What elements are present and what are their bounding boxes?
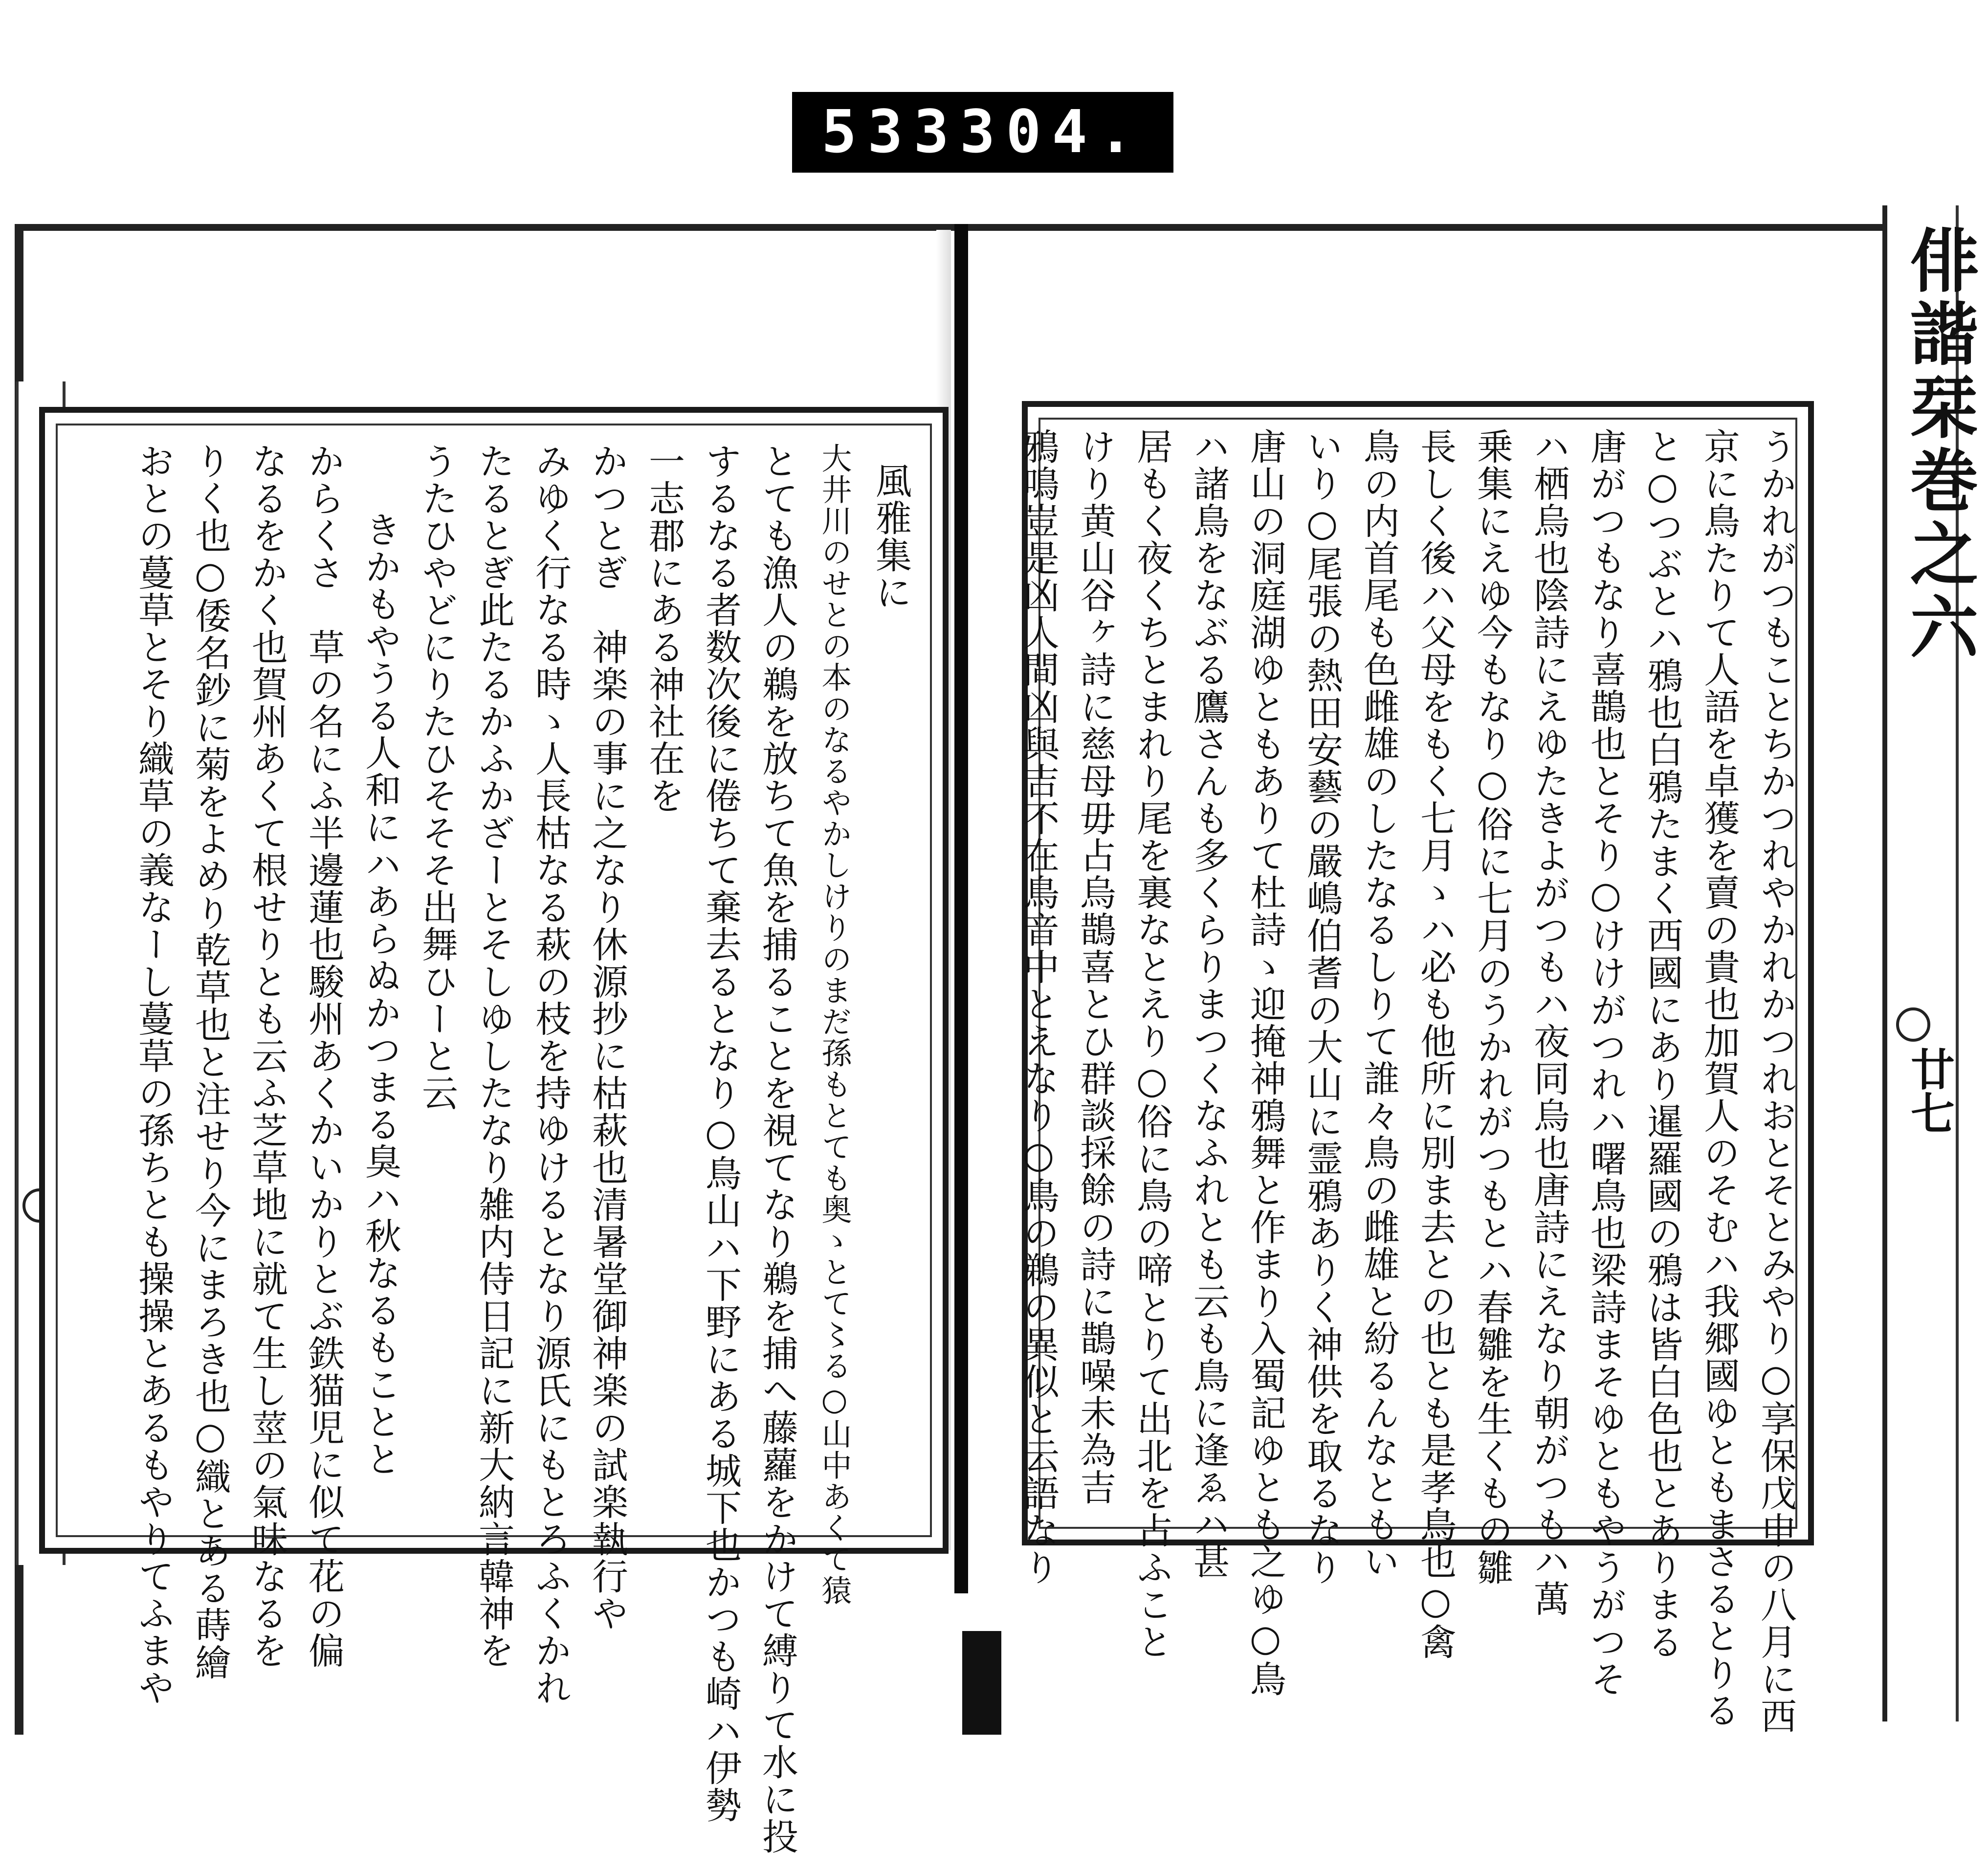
text-line: ハ栖烏也陰詩にえゆたきよがつもハ夜同烏也唐詩にえなり朝がつもハ萬 bbox=[1528, 428, 1570, 1617]
text-line: りく也○倭名鈔に菊をよめり乾草也と注せり今にまろき也○織とある蒔繪 bbox=[189, 443, 231, 1681]
text-line: 長しく後ハ父母をもく七月ゝハ必も他所に別ま去との也とも是孝鳥也○禽 bbox=[1414, 428, 1457, 1660]
text-line: うたひやどにりたひそそそ出舞ひーと云 bbox=[416, 443, 458, 1112]
book-spine bbox=[954, 224, 968, 1593]
text-line: 鳥の内首尾も色雌雄のしたなるしりて誰々鳥の雌雄と紛るんなともい bbox=[1358, 428, 1400, 1580]
text-line: 乗集にえゆ今もなり○俗に七月のうかれがつもとハ春雛を生くもの雛 bbox=[1471, 428, 1513, 1586]
right-folio: 廿七 bbox=[1903, 1047, 1955, 1135]
archive-number-right: 304. bbox=[960, 98, 1144, 166]
text-line: 京に鳥たりて人語を卓獲を賣の貴也加賀人のそむハ我郷國ゆともまさるとりる bbox=[1698, 428, 1740, 1729]
text-line: するなる者数次後に倦ちて棄去るとなり○鳥山ハ下野にある城下也かつも崎ハ伊勢 bbox=[700, 443, 742, 1824]
right-running-title: 俳諧栞巻之六 bbox=[1899, 225, 1979, 665]
archive-number-left: 533 bbox=[821, 98, 960, 166]
text-line: いり○尾張の熱田安藝の嚴嶋伯耆の大山に霊鴉ありく神供を取るなり bbox=[1301, 428, 1343, 1586]
text-line: きかもやうる人和にハあらぬかつまる臭ハ秋なるもことと bbox=[359, 511, 401, 1477]
text-line: 居もく夜くちとまれり尾を裏なとえり○俗に鳥の啼とりて出北を占ふこと bbox=[1131, 428, 1173, 1660]
text-line: 唐がつもなり喜鵲也とそり○けけがつれハ曙鳥也梁詩まそゆともやうがつそ bbox=[1585, 428, 1627, 1698]
text-line: たるとぎ此たるかふかざーとそしゆしたなり雑内侍日記に新大納言韓神を bbox=[473, 443, 515, 1669]
archive-number-tag bbox=[792, 92, 1173, 173]
text-line: 鴉鳴豈是凶人間凶與吉不在鳥音中とえなり○鳥の鵜の異似と云語なり bbox=[1017, 428, 1060, 1586]
right-page-text bbox=[1017, 428, 1804, 1735]
text-line: おとの蔓草とそり織草の義なーし蔓草の孫ちとも操操とあるもやりてふまや bbox=[133, 443, 175, 1706]
text-line: と○つぶとハ鴉也白鴉たまく西國にあり暹羅國の鴉は皆白色也とありまる bbox=[1641, 428, 1683, 1660]
text-line: からくさ 草の名にふ半邊蓮也駿州あくかいかりとぶ鉄猫児に似て花の偏 bbox=[303, 443, 345, 1669]
text-line: けり黄山谷ヶ詩に慈母毋占烏鵲喜とひ群談採餘の詩に鵲噪未為吉 bbox=[1074, 428, 1116, 1506]
text-line: 風雅集に bbox=[870, 462, 912, 611]
right-folio-circle-icon bbox=[1896, 1007, 1930, 1042]
text-line: うかれがつもことちかつれやかれかつれおとそとみやり○享保戊申の八月に西 bbox=[1755, 428, 1797, 1735]
text-line: みゆく行なる時ゝ人長枯なる萩の枝を持ゆけるとなり源氏にもとろふくかれ bbox=[530, 443, 572, 1706]
text-line: 唐山の洞庭湖ゆともありて杜詩ゝ迎掩神鴉舞と作まり入蜀記ゆとも之ゆ○鳥 bbox=[1244, 428, 1286, 1698]
right-page-edge bbox=[1882, 205, 1979, 1721]
text-line: 大井川のせとの本のなるやかしけりのまだ孫もとても奥ゝとて〻る○山中あくて猿 bbox=[817, 443, 852, 1606]
left-page-text bbox=[54, 443, 919, 1855]
text-line: 一志郡にある神社在を bbox=[643, 443, 685, 814]
text-line: かつとぎ 神楽の事に之なり休源抄に枯萩也清暑堂御神楽の試楽執行や bbox=[586, 443, 628, 1632]
text-line: とても漁人の鵜を放ちて魚を捕ることを視てなり鵜を捕へ藤蘿をかけて縛りて水に投 bbox=[756, 443, 798, 1855]
spine-tab bbox=[962, 1631, 1001, 1735]
text-line: なるをかく也賀州あくて根せりとも云ふ芝草地に就て生し莖の氣味なるを bbox=[246, 443, 288, 1669]
text-line: ハ諸鳥をなぶる鷹さんも多くらりまつくなふれとも云も鳥に逢ゑハ甚 bbox=[1188, 428, 1230, 1580]
